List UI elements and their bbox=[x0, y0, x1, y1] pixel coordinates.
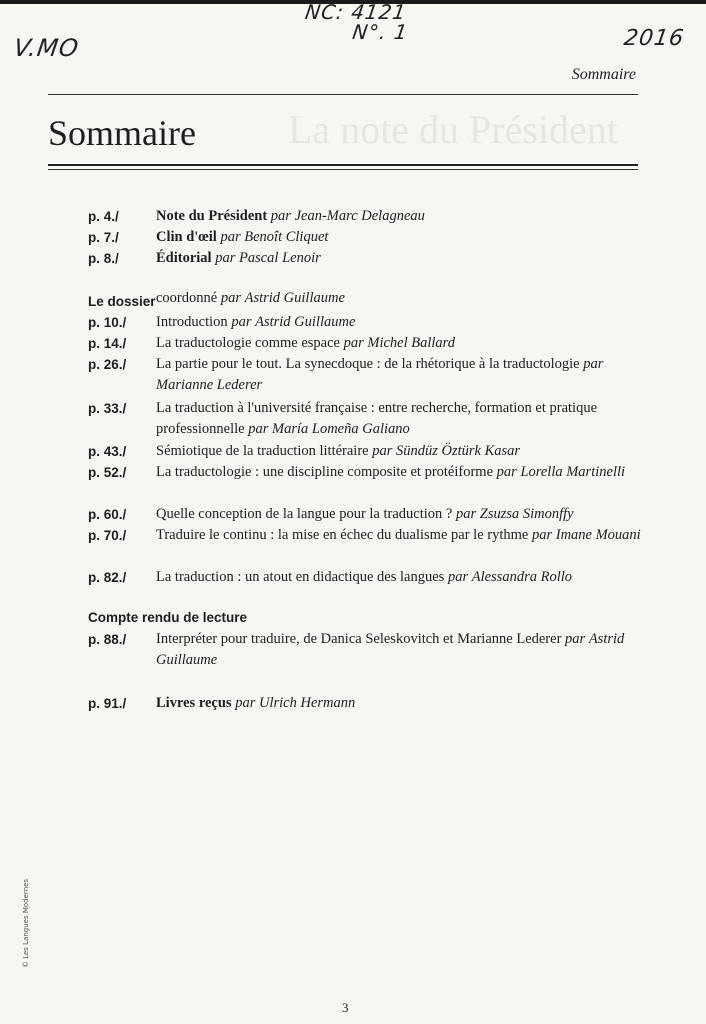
handwritten-note-left: V.MO bbox=[12, 34, 81, 62]
toc-entry-title: Livres reçus bbox=[156, 695, 232, 711]
page-number: 3 bbox=[342, 1000, 349, 1015]
toc-entry-author: María Lomeña Galiano bbox=[272, 421, 410, 437]
toc-page-number: p. 7./ bbox=[88, 230, 119, 245]
toc-page-number: p. 43./ bbox=[88, 444, 127, 459]
toc-page-number: p. 60./ bbox=[88, 507, 127, 522]
bleed-through-title: La note du Président bbox=[288, 107, 618, 152]
toc-page-number: p. 70./ bbox=[88, 528, 127, 543]
toc-entry-author: Alessandra Rollo bbox=[471, 569, 573, 585]
handwritten-note-center bbox=[301, 2, 412, 42]
toc-page-number: p. 10./ bbox=[88, 315, 127, 330]
toc-entry-author: Imane Mouani bbox=[555, 527, 641, 543]
toc-entry-author: Astrid Guillaume bbox=[255, 314, 356, 330]
toc-page-number: p. 26./ bbox=[88, 357, 127, 372]
toc-entry-title: Interpréter pour traduire, de Danica Seleskovitch et Marianne Lederer bbox=[156, 631, 562, 647]
toc-entry-author: Zsuzsa Simonffy bbox=[479, 506, 574, 522]
toc-entry-title: La traductologie comme espace bbox=[156, 335, 340, 351]
toc-entry-title: Sémiotique de la traduction littéraire bbox=[156, 443, 369, 459]
handwritten-call-number: NC: 4121 bbox=[303, 0, 409, 24]
toc-page-number: p. 88./ bbox=[88, 632, 127, 647]
toc-entry-author: Lorella Martinelli bbox=[520, 464, 626, 480]
toc-page-number: p. 52./ bbox=[88, 465, 127, 480]
toc-page-number: p. 82./ bbox=[88, 570, 127, 585]
running-head: Sommaire bbox=[571, 66, 636, 83]
toc-entry-title: Éditorial bbox=[156, 250, 212, 266]
toc-entry-title: La traduction à l'université française : entre recherche, formation et pratique professionnelle bbox=[156, 400, 598, 437]
handwritten-year: 2016 bbox=[622, 26, 686, 51]
toc-entry-title: Introduction bbox=[156, 314, 228, 330]
toc-page-number: p. 91./ bbox=[88, 696, 127, 711]
toc-entry-author: Benoît Cliquet bbox=[244, 229, 329, 245]
toc-entry-title: La traductologie : une discipline composite et protéiforme bbox=[156, 464, 494, 480]
toc-entry-title: Clin d'œil bbox=[156, 229, 217, 245]
title-rule-thick bbox=[48, 164, 638, 166]
toc-entry-author: Ulrich Hermann bbox=[259, 695, 356, 711]
handwritten-issue-number: N°. 1 bbox=[350, 20, 410, 44]
toc-page-number: p. 33./ bbox=[88, 401, 127, 416]
dossier-coordinator: coordonné par Astrid Guillaume bbox=[156, 290, 345, 306]
toc-entry-author: Michel Ballard bbox=[367, 335, 456, 351]
toc-page-number: p. 14./ bbox=[88, 336, 127, 351]
toc-entry-title: Quelle conception de la langue pour la traduction ? bbox=[156, 506, 453, 522]
toc-page-number: p. 8./ bbox=[88, 251, 119, 266]
header-rule bbox=[48, 94, 638, 95]
toc-entry-author: Sündüz Öztürk Kasar bbox=[396, 443, 521, 459]
section-label-compte-rendu: Compte rendu de lecture bbox=[88, 610, 248, 625]
toc-entry-title: Note du Président bbox=[156, 208, 268, 224]
toc-entry-author: Astrid Guillaume bbox=[244, 290, 345, 306]
title-rule-thin bbox=[48, 169, 638, 170]
toc-entry-author: Jean-Marc Delagneau bbox=[294, 208, 425, 224]
section-label-dossier: Le dossier bbox=[88, 294, 156, 309]
toc-entry-author: Pascal Lenoir bbox=[239, 250, 321, 266]
toc-entry-author: Astrid Guillaume bbox=[156, 631, 625, 668]
side-copyright: © Les Langues Modernes bbox=[22, 878, 30, 968]
toc-entry-author: Marianne Lederer bbox=[156, 377, 263, 393]
page-title: Sommaire bbox=[48, 113, 196, 153]
toc-entry-title: La traduction : un atout en didactique des langues bbox=[156, 569, 445, 585]
toc-entry-title: La partie pour le tout. La synecdoque : de la rhétorique à la traductologie bbox=[156, 356, 580, 372]
toc-page-number: p. 4./ bbox=[88, 209, 119, 224]
toc-entry-title: Traduire le continu : la mise en échec du dualisme par le rythme bbox=[156, 527, 529, 543]
